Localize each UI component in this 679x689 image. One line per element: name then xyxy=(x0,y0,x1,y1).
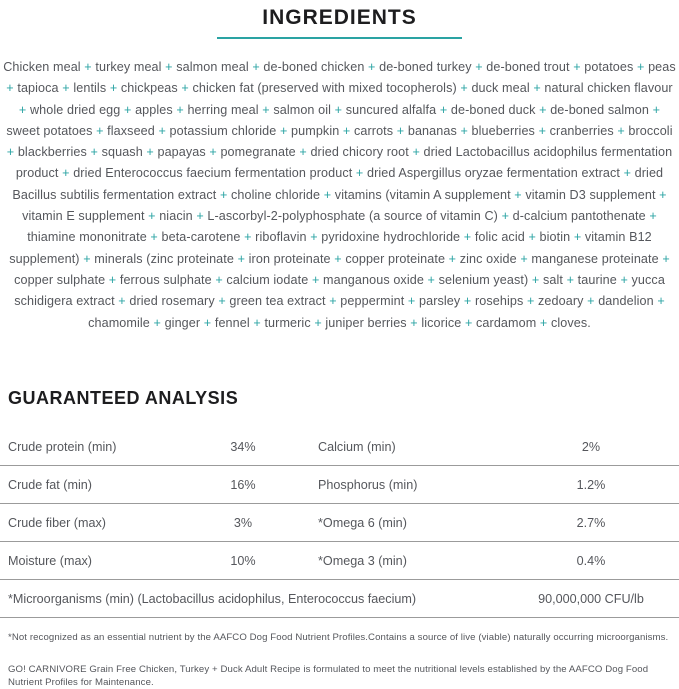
plus-separator: + xyxy=(215,272,223,287)
plus-separator: + xyxy=(109,81,118,96)
plus-separator: + xyxy=(252,60,260,74)
plus-separator: + xyxy=(310,230,318,245)
analysis-table xyxy=(0,428,679,618)
plus-separator: + xyxy=(108,272,117,287)
label-page xyxy=(0,6,679,688)
plus-separator: + xyxy=(427,272,435,287)
plus-separator: + xyxy=(342,123,351,138)
plus-separator: + xyxy=(460,123,468,138)
table-row xyxy=(0,504,679,541)
plus-separator: + xyxy=(439,102,448,117)
row-value: 3% xyxy=(233,515,253,530)
plus-separator: + xyxy=(158,123,166,138)
analysis-title: GUARANTEED ANALYSIS xyxy=(8,388,239,408)
plus-separator: + xyxy=(148,209,156,224)
plus-separator: + xyxy=(218,294,226,309)
row-label: Crude fat (min) xyxy=(8,477,92,492)
row-value: 90,000,000 CFU/lb xyxy=(538,591,644,606)
plus-separator: + xyxy=(460,81,468,96)
plus-separator: + xyxy=(244,230,252,245)
plus-separator: + xyxy=(124,102,132,117)
plus-separator: + xyxy=(62,166,70,181)
row-label: Moisture (max) xyxy=(8,553,92,568)
plus-separator: + xyxy=(176,102,184,117)
footnote-aafco: *Not recognized as an essential nutrient by the AAFCO Dog Food Nutrient Profiles.Contains a source of live (viable) naturally occurring microorganisms. xyxy=(8,632,669,643)
plus-separator: + xyxy=(623,166,632,181)
plus-separator: + xyxy=(90,145,98,160)
row-label: Crude fiber (max) xyxy=(8,515,106,530)
plus-separator: + xyxy=(412,145,420,160)
plus-separator: + xyxy=(196,209,204,224)
plus-separator: + xyxy=(475,60,483,74)
row-value: 0.4% xyxy=(576,553,606,568)
footnote-formulation: GO! CARNIVORE Grain Free Chicken, Turkey + Duck Adult Recipe is formulated to meet the nutritional levels established by the AAFCO Dog Food Nutrient Profiles for Maintenance. xyxy=(8,664,649,688)
plus-separator: + xyxy=(253,315,261,330)
plus-separator: + xyxy=(617,123,625,138)
plus-separator: + xyxy=(323,187,332,202)
plus-separator: + xyxy=(150,230,158,245)
plus-separator: + xyxy=(83,251,91,266)
plus-separator: + xyxy=(219,187,228,202)
plus-separator: + xyxy=(652,102,661,117)
plus-separator: + xyxy=(649,209,657,224)
row-value: 2% xyxy=(581,439,601,454)
plus-separator: + xyxy=(526,294,535,309)
plus-separator: + xyxy=(6,81,14,96)
plus-separator: + xyxy=(566,272,575,287)
row-value: 34% xyxy=(230,439,256,454)
plus-separator: + xyxy=(448,251,457,266)
plus-separator: + xyxy=(407,294,416,309)
plus-separator: + xyxy=(463,230,472,245)
table-row-microorganisms xyxy=(0,580,679,617)
teal-divider xyxy=(217,37,462,39)
row-label: *Microorganisms (min) (Lactobacillus acidophilus, Enterococcus faecium) xyxy=(8,591,417,606)
plus-separator: + xyxy=(262,102,270,117)
row-label: Calcium (min) xyxy=(318,439,396,454)
ingredients-title: INGREDIENTS xyxy=(262,6,417,29)
row-label: *Omega 3 (min) xyxy=(318,553,407,568)
plus-separator: + xyxy=(533,81,541,96)
plus-separator: + xyxy=(96,123,104,138)
plus-separator: + xyxy=(501,209,510,224)
plus-separator: + xyxy=(464,315,473,330)
plus-separator: + xyxy=(181,81,189,96)
plus-separator: + xyxy=(6,145,15,160)
plus-separator: + xyxy=(538,123,547,138)
plus-separator: + xyxy=(165,60,173,74)
plus-separator: + xyxy=(329,294,337,309)
plus-separator: + xyxy=(514,187,522,202)
table-row xyxy=(0,542,679,579)
plus-separator: + xyxy=(314,315,322,330)
plus-separator: + xyxy=(657,294,665,309)
plus-separator: + xyxy=(520,251,528,266)
plus-separator: + xyxy=(659,187,667,202)
plus-separator: + xyxy=(334,102,343,117)
plus-separator: + xyxy=(279,123,288,138)
plus-separator: + xyxy=(662,251,670,266)
plus-separator: + xyxy=(118,294,126,309)
plus-separator: + xyxy=(153,315,161,330)
plus-separator: + xyxy=(463,294,472,309)
plus-separator: + xyxy=(587,294,595,309)
row-value: 1.2% xyxy=(576,477,606,492)
plus-separator: + xyxy=(637,60,645,74)
row-value: 16% xyxy=(230,477,256,492)
plus-separator: + xyxy=(299,145,307,160)
plus-separator: + xyxy=(146,145,154,160)
ingredients-text: Chicken meal + turkey meal + salmon meal + de-boned chicken + de-boned turkey + de-boned trout + potatoes + peas + tapioca + lentils + chickpeas + chicken fat (preserved with mixed tocopherols) + duck meal + natural chicken flavour + whole dried egg + apples + herring meal + salmon oil + suncured alfalfa + de-boned duck + de-boned salmon + sweet potatoes + flaxseed + potassium chloride + pumpkin + carrots + bananas + blueberries + cranberries + broccoli + blackberries + squash + papayas + pomegranate + dried chicory root + dried Lactobacillus acidophilus fermentation product + dried Enterococcus faecium fermentation product + dried Aspergillus oryzae fermentation extract + dried Bacillus subtilis fermentation extract + choline chloride + vitamins (vitamin A supplement + vitamin D3 supplement + vitamin E supplement + niacin + L-ascorbyl-2-polyphosphate (a source of vitamin C) + d-calcium pantothenate + thiamine mononitrate + beta-carotene + riboflavin + pyridoxine hydrochloride + folic acid + biotin + vitamin B12 supplement) + minerals (zinc proteinate + iron proteinate + copper proteinate + zinc oxide + manganese proteinate + copper sulphate + ferrous sulphate + calcium iodate + manganous oxide + selenium yeast) + salt + taurine + yucca schidigera extract + dried rosemary + green tea extract + peppermint + parsley + rosehips + zedoary + dandelion + chamomile + ginger + fennel + turmeric + juniper berries + licorice + cardamom + cloves. xyxy=(3,60,676,330)
plus-separator: + xyxy=(203,315,212,330)
plus-separator: + xyxy=(209,145,217,160)
plus-separator: + xyxy=(368,60,376,74)
plus-separator: + xyxy=(396,123,405,138)
row-divider xyxy=(0,617,679,618)
row-value: 2.7% xyxy=(576,515,606,530)
plus-separator: + xyxy=(237,251,246,266)
plus-separator: + xyxy=(620,272,628,287)
plus-separator: + xyxy=(84,60,92,74)
row-label: Phosphorus (min) xyxy=(318,477,418,492)
plus-separator: + xyxy=(531,272,540,287)
plus-separator: + xyxy=(539,315,548,330)
plus-separator: + xyxy=(334,251,342,266)
table-row xyxy=(0,428,679,465)
plus-separator: + xyxy=(528,230,536,245)
plus-separator: + xyxy=(311,272,320,287)
row-value: 10% xyxy=(230,553,256,568)
plus-separator: + xyxy=(573,230,582,245)
plus-separator: + xyxy=(410,315,418,330)
plus-separator: + xyxy=(62,81,70,96)
plus-separator: + xyxy=(539,102,547,117)
plus-separator: + xyxy=(355,166,364,181)
plus-separator: + xyxy=(18,102,27,117)
row-label: *Omega 6 (min) xyxy=(318,515,407,530)
table-row xyxy=(0,466,679,503)
plus-separator: + xyxy=(573,60,581,74)
row-label: Crude protein (min) xyxy=(8,439,117,454)
guaranteed-analysis-section xyxy=(0,388,679,689)
